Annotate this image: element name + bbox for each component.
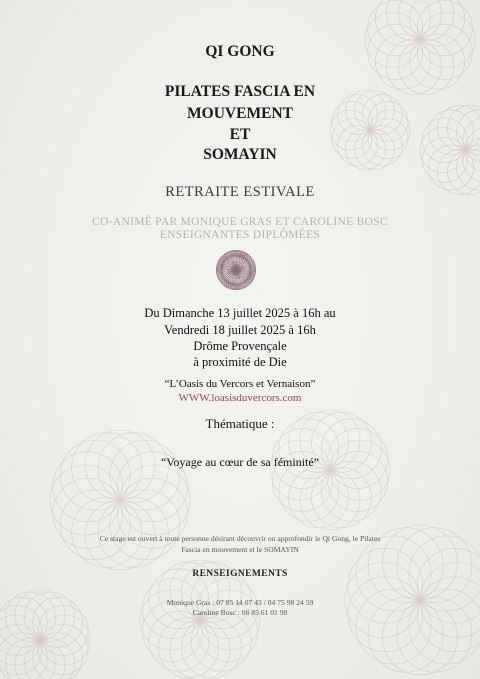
dates-line-4: à proximité de Die — [193, 355, 287, 369]
thematique-label: Thématique : — [205, 416, 275, 431]
dates-line-1: Du Dimanche 13 juillet 2025 à 16h au — [144, 306, 336, 320]
dates-line-3: Drôme Provençale — [193, 339, 287, 353]
title-line-1: QI GONG — [205, 43, 275, 60]
dates-line-2: Vendredi 18 juillet 2025 à 16h — [164, 323, 316, 337]
coanime-line-2: ENSEIGNANTES DIPLÔMÉES — [159, 229, 321, 241]
thematique-quote: “Voyage au cœur de sa féminité” — [160, 455, 320, 469]
lace-ornament-top-right — [290, 0, 480, 200]
info-line-1: Ce stage est ouvert à toute personne désirant découvrir ou approfondir le Qi Gong, le Pilates — [99, 534, 381, 543]
title-line-4: ET — [229, 126, 251, 143]
venue-website-link[interactable]: WWW.loasisduvercors.com — [178, 392, 302, 404]
contact-monique: Monique Gras : 07 85 14 07 43 / 04 75 98 24 59 — [166, 598, 314, 607]
renseignements-heading: RENSEIGNEMENTS — [192, 569, 288, 579]
venue-name: “L’Oasis du Vercors et Vernaison” — [164, 378, 316, 390]
subtitle: RETRAITE ESTIVALE — [165, 184, 315, 200]
title-line-2: PILATES FASCIA EN — [164, 83, 316, 100]
title-line-5: SOMAYIN — [203, 146, 277, 163]
title-line-3: MOUVEMENT — [187, 105, 293, 122]
contact-caroline: Caroline Bosc : 06 85 61 01 98 — [192, 608, 288, 617]
info-line-2: Fascia en mouvement et le SOMAYIN — [181, 545, 299, 554]
coanime-line-1: CO-ANIMÉ PAR MONIQUE GRAS ET CAROLINE BOSC — [92, 216, 388, 228]
spiral-mandala-icon — [211, 245, 261, 295]
